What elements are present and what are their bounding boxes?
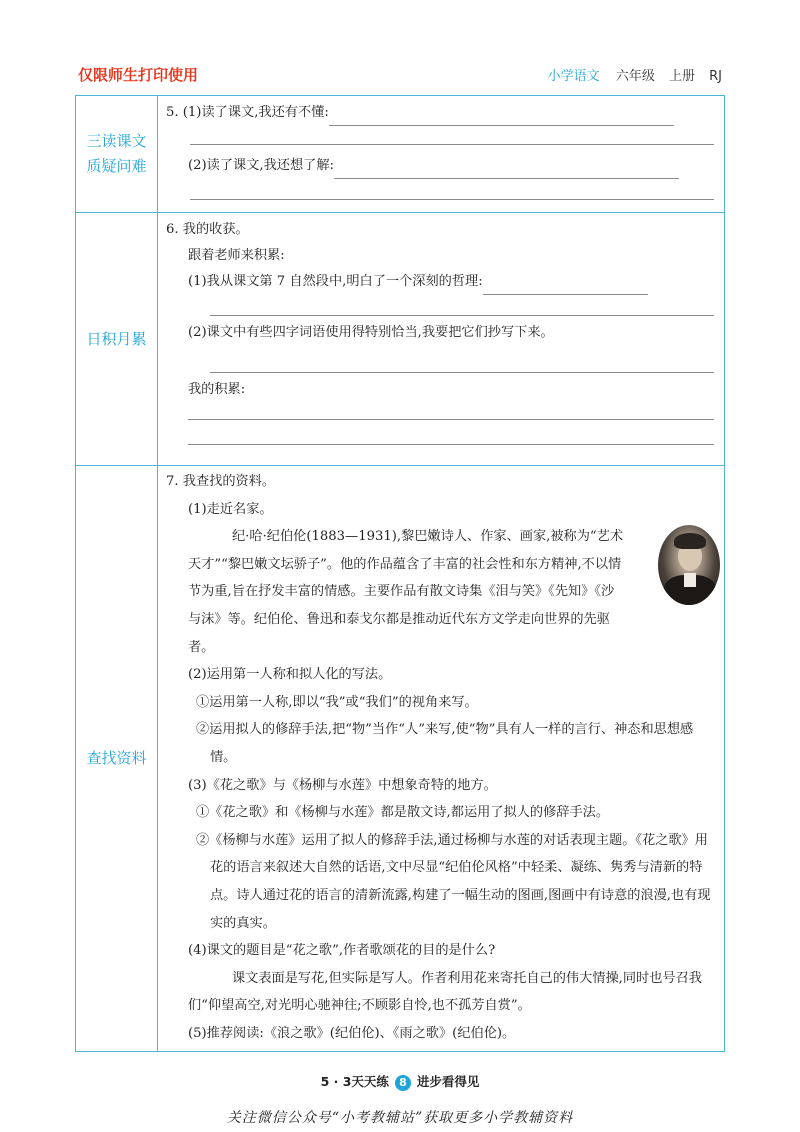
- question-6-item-1: (1)我从课文第 7 自然段中,明白了一个深刻的哲理:: [188, 274, 483, 289]
- section-questioning: [76, 96, 725, 213]
- page-number: 8: [395, 1075, 411, 1091]
- my-accumulation-label: 我的积累:: [188, 382, 246, 397]
- question-6: 6. 我的收获。: [166, 222, 249, 237]
- print-notice: 仅限师生打印使用: [78, 66, 199, 84]
- wechat-note: 关注微信公众号“小考教辅站”获取更多小学教辅资料: [226, 1110, 574, 1126]
- edition-label: RJ: [709, 69, 722, 84]
- part-4-answer: 课文表面是写花,但实际是写人。作者利用花来寄托自己的伟大情操,同时也号召我们“仰望高空,对光明心驰神往;不顾影自怜,也不孤芳自赏”。: [188, 970, 702, 1014]
- question-7: 7. 我查找的资料。: [166, 474, 276, 489]
- series-label: 5 · 3天天练: [320, 1074, 389, 1089]
- section-accumulation: [76, 213, 725, 466]
- answer-line[interactable]: [334, 178, 679, 179]
- book-info: [548, 65, 722, 84]
- volume-label: 上册: [668, 69, 695, 84]
- part-3-title: (3)《花之歌》与《杨柳与水莲》中想象奇特的地方。: [188, 777, 497, 793]
- question-5-part-2: (2)读了课文,我还想了解:: [188, 158, 335, 173]
- answer-line[interactable]: [483, 294, 648, 295]
- lead-text: 跟着老师来积累:: [188, 248, 285, 263]
- slogan: 进步看得见: [416, 1074, 480, 1089]
- section-label: 三读课文 质疑问难: [76, 96, 158, 213]
- page-footer: [0, 1072, 800, 1091]
- part-1-title: (1)走近名家。: [188, 501, 273, 517]
- section-body: [158, 466, 725, 1052]
- answer-line[interactable]: [190, 199, 714, 200]
- bio-text: 纪·哈·纪伯伦(1883—1931),黎巴嫩诗人、作家、画家,被称为“艺术天才”“黎巴嫩文坛骄子”。他的作品蕴含了丰富的社会性和东方精神,不以情节为重,旨在抒发丰富的情感。主要作品有散文诗集《泪与笑》《先知》《沙与沫》等。纪伯伦、鲁迅和泰戈尔都是推动近代东方文学走向世界的先驱者。: [188, 529, 624, 655]
- answer-line[interactable]: [188, 419, 714, 420]
- answer-line[interactable]: [329, 125, 674, 126]
- grade-label: 六年级: [615, 69, 655, 84]
- worksheet-table: [75, 95, 725, 1052]
- question-6-item-2: (2)课文中有些四字词语使用得特别恰当,我要把它们抄写下来。: [188, 325, 554, 340]
- answer-line[interactable]: [210, 372, 714, 373]
- part-4-title: (4)课文的题目是“花之歌”,作者歌颂花的目的是什么?: [188, 943, 496, 959]
- section-research: [76, 466, 725, 1052]
- part-2-title: (2)运用第一人称和拟人化的写法。: [188, 667, 392, 683]
- question-5-part-1: 5. (1)读了课文,我还有不懂:: [166, 105, 329, 120]
- page-header: [78, 64, 722, 88]
- author-bio: [166, 523, 714, 661]
- gibran-portrait: [658, 525, 720, 605]
- subject-label: 小学语文: [547, 69, 600, 84]
- part-3-point-a: ①《花之歌》和《杨柳与水莲》都是散文诗,都运用了拟人的修辞手法。: [196, 805, 610, 821]
- part-2-point-b: ②运用拟人的修辞手法,把“物”当作“人”来写,使“物”具有人一样的言行、神态和思想感情。: [196, 722, 694, 765]
- answer-line[interactable]: [190, 144, 714, 145]
- answer-line[interactable]: [188, 444, 714, 445]
- part-5-reading: (5)推荐阅读:《浪之歌》(纪伯伦)、《雨之歌》(纪伯伦)。: [188, 1025, 516, 1041]
- section-label: 查找资料: [76, 466, 158, 1052]
- answer-line[interactable]: [210, 315, 714, 316]
- section-label: 日积月累: [76, 213, 158, 466]
- part-3-point-b: ②《杨柳与水莲》运用了拟人的修辞手法,通过杨柳与水莲的对话表现主题。《花之歌》用花的语言来叙述大自然的话语,文中尽显“纪伯伦风格”中轻柔、凝练、隽秀与清新的特点。诗人通过花的语言的清新流露,构建了一幅生动的图画,图画中有诗意的浪漫,也有现实的真实。: [196, 832, 711, 931]
- section-body: [158, 96, 725, 213]
- part-2-point-a: ①运用第一人称,即以“我”或“我们”的视角来写。: [196, 694, 478, 710]
- section-body: [158, 213, 725, 466]
